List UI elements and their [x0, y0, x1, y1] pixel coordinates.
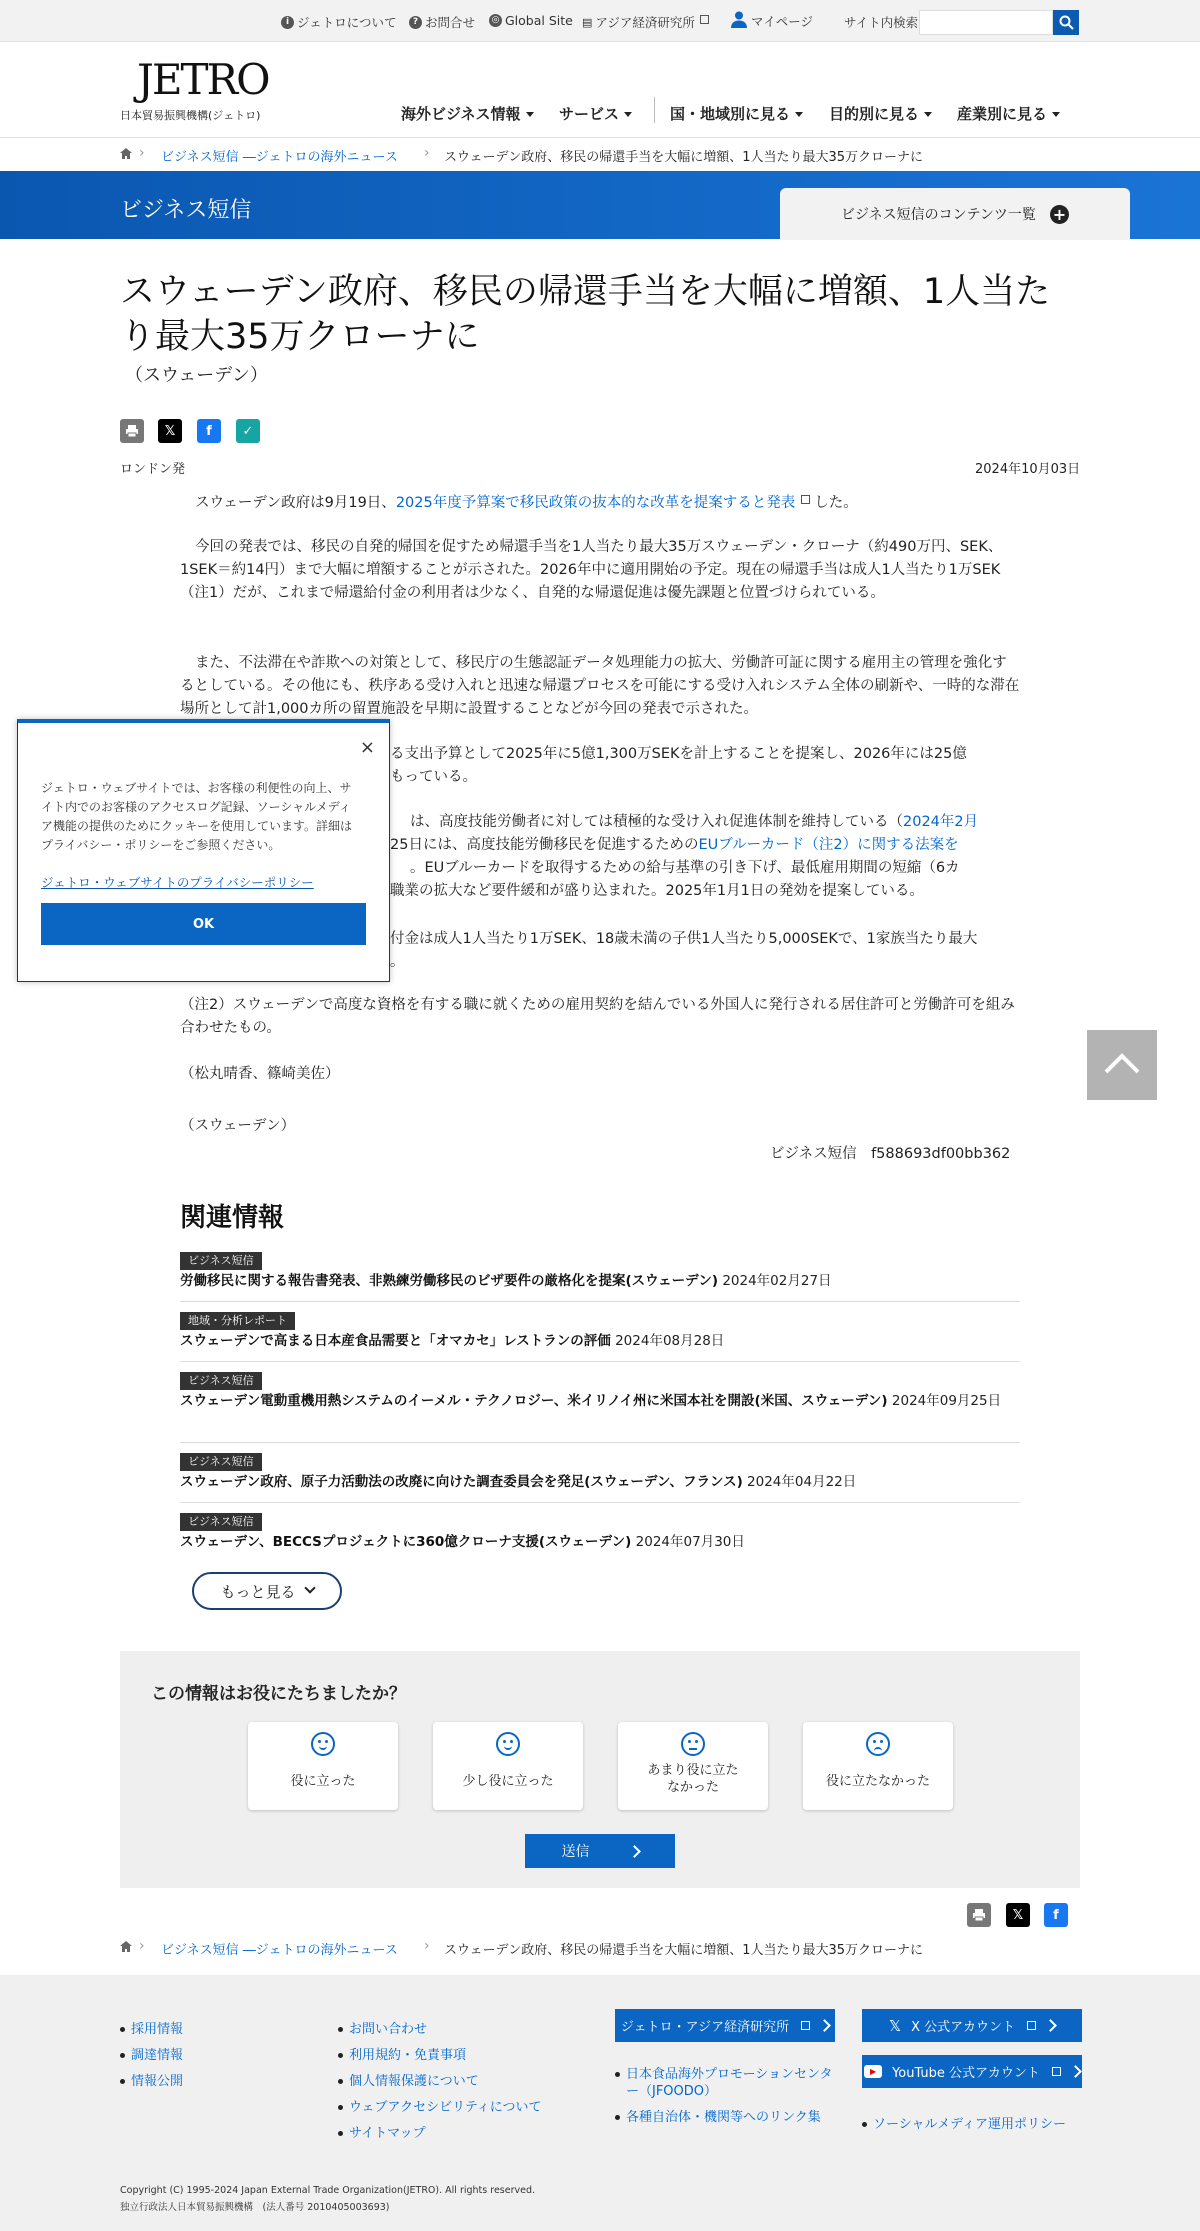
related-tag: ビジネス短信	[180, 1252, 262, 1270]
global-site-link[interactable]: ◎ Global Site	[489, 13, 573, 28]
related-item[interactable]: スウェーデン電動重機用熱システムのイーメル・テクノロジー、米イリノイ州に米国本社を開設(米国、スウェーデン) 2024年09月25日	[180, 1393, 1002, 1409]
send-button[interactable]: 送信	[525, 1834, 675, 1868]
feedback-somewhat-helpful[interactable]: 少し役に立った	[433, 1722, 583, 1810]
paragraph-3: また、不法滞在や詐欺への対策として、移民庁の生態認証データ処理能力の拡大、労働許可証に関する雇用主の管理を強化するとしている。その他にも、秩序ある受け入れと迅速な帰還プロセスを可能にする受け入れシステム全体の刷新や、一時的な滞在場所として計1,000カ所の留置施設を早期に設置することなどが今回の発表で示された。	[180, 655, 1020, 717]
feedback-question: この情報はお役にたちましたか？	[151, 1684, 406, 1704]
x-share-button-bottom[interactable]	[1006, 1903, 1030, 1927]
ide-link[interactable]: ▤ アジア経済研究所	[582, 13, 709, 31]
print-button-bottom[interactable]	[967, 1903, 991, 1927]
facebook-icon: f	[1053, 1907, 1059, 1923]
x-share-button[interactable]	[158, 419, 182, 443]
book-icon: ▤	[582, 15, 593, 29]
chevron-right-icon: ›	[424, 1938, 430, 1954]
authors: （松丸晴香、篠崎美佐）	[180, 1066, 340, 1082]
footer-link-privacy[interactable]: 個人情報保護について	[338, 2070, 479, 2089]
footer-link-disclosure[interactable]: 情報公開	[120, 2070, 183, 2089]
check-icon: ✓	[242, 423, 254, 439]
x-icon: 𝕏	[1012, 1907, 1024, 1923]
divider	[180, 1502, 1020, 1503]
print-icon	[972, 1908, 986, 1922]
user-icon	[730, 10, 748, 28]
nav-by-purpose[interactable]: 目的別に見る	[829, 103, 932, 124]
divider	[180, 1301, 1020, 1302]
nav-overseas-business[interactable]: 海外ビジネス情報	[401, 103, 534, 124]
footer-link-municipalities[interactable]: 各種自治体・機関等へのリンク集	[615, 2106, 821, 2125]
page-title: スウェーデン政府、移民の帰還手当を大幅に増額、1人当たり最大35万クローナに	[120, 272, 1051, 357]
external-link-icon	[1027, 2021, 1036, 2030]
cookie-dialog	[17, 719, 390, 982]
facebook-share-button[interactable]	[197, 419, 221, 443]
privacy-policy-link[interactable]: ジェトロ・ウェブサイトのプライバシーポリシー	[41, 875, 314, 890]
external-link-icon	[700, 15, 709, 24]
breadcrumb-current: スウェーデン政府、移民の帰還手当を大幅に増額、1人当たり最大35万クローナに	[444, 150, 924, 165]
site-search-input[interactable]	[919, 10, 1053, 35]
breadcrumb-bottom	[0, 1931, 1200, 1965]
frown-icon	[866, 1732, 890, 1756]
related-tag: ビジネス短信	[180, 1453, 262, 1471]
divider	[180, 1442, 1020, 1443]
slight-smile-icon	[496, 1732, 520, 1756]
question-icon: ?	[409, 16, 422, 29]
chevron-right-icon: ›	[424, 145, 430, 161]
breadcrumb	[0, 137, 1200, 171]
chevron-up-icon	[1087, 1030, 1157, 1100]
feedback-not-very-helpful[interactable]: あまり役に立た なかった	[618, 1722, 768, 1810]
related-item[interactable]: スウェーデン政府、原子力活動法の改廃に向けた調査委員会を発足(スウェーデン、フランス) 2024年04月22日	[180, 1474, 857, 1490]
chevron-right-icon: ›	[139, 145, 145, 161]
chevron-right-icon	[628, 1845, 641, 1858]
site-search-label: サイト内検索	[844, 15, 919, 30]
home-icon[interactable]	[120, 148, 132, 159]
nav-by-region[interactable]: 国・地域別に見る	[670, 103, 803, 124]
about-link[interactable]: i ジェトロについて	[281, 13, 397, 31]
contact-link[interactable]: ? お問合せ	[409, 13, 475, 31]
footer-link-social-policy[interactable]: ソーシャルメディア運用ポリシー	[862, 2113, 1066, 2132]
paragraph-4: る支出予算として2025年に5億1,300万SEKを計上することを提案し、2026年には25億 もっている。	[390, 746, 967, 785]
smile-icon	[311, 1732, 335, 1756]
utility-bar	[0, 0, 1200, 42]
x-icon: 𝕏	[888, 2016, 902, 2035]
copyright: Copyright (C) 1995-2024 Japan External Trade Organization(JETRO). All rights reserved.	[120, 2185, 536, 2196]
chevron-right-icon: ›	[139, 1938, 145, 1954]
budget-proposal-link[interactable]: 2025年度予算案で移民政策の抜本的な改革を提案すると発表	[395, 495, 796, 511]
footer-link-terms[interactable]: 利用規約・免責事項	[338, 2044, 466, 2063]
article-id: ビジネス短信 f588693df00bb362	[770, 1146, 1011, 1162]
feedback-not-helpful[interactable]: 役に立たなかった	[803, 1722, 953, 1810]
caret-down-icon	[526, 112, 534, 117]
footer-link-recruit[interactable]: 採用情報	[120, 2018, 183, 2037]
article-date: 2024年10月03日	[975, 462, 1081, 477]
paragraph-2: 今回の発表では、移民の自発的帰国を促すため帰還手当を1人当たり最大35万スウェーデン・クローナ（約490万円、SEK、1SEK＝約14円）まで大幅に増額することが示された。2026年中に適用開始の予定。現在の帰還手当は成人1人当たり1万SEK（注1）だが、これまで帰還給付金の利用者は少なく、自発的な帰還促進は優先課題と位置づけられている。	[180, 539, 1003, 601]
caret-down-icon	[924, 112, 932, 117]
print-icon	[125, 424, 139, 438]
x-account-button[interactable]: 𝕏 X 公式アカウント	[862, 2009, 1082, 2042]
paragraph-5: は、高度技能労働者に対しては積極的な受け入れ促進体制を維持している（2024年2月 25日には、高度技能労働移民を促進するためのEUブルーカード（注2）に関する法案を 。EUブルーカードを取得するための給与基準の引き下げ、最低雇用期間の短縮（6カ 職業の拡大など要件緩和が盛り込まれた。2025年1月1日の発効を提案している。	[390, 814, 979, 899]
logo-subtitle: 日本貿易振興機構(ジェトロ)	[120, 109, 261, 122]
chevron-right-icon	[1069, 2065, 1082, 2078]
external-link-icon	[801, 2021, 810, 2030]
nav-by-industry[interactable]: 産業別に見る	[957, 103, 1060, 124]
chevron-right-icon	[1044, 2019, 1057, 2032]
breadcrumb-current: スウェーデン政府、移民の帰還手当を大幅に増額、1人当たり最大35万クローナに	[444, 1943, 924, 1958]
x-icon: 𝕏	[164, 423, 176, 439]
note-2: （注2）スウェーデンで高度な資格を有する職に就くための雇用契約を結んでいる外国人に発行される居住許可と労働許可を組み合わせたもの。	[180, 997, 1015, 1036]
back-to-top-button[interactable]	[1087, 1030, 1157, 1100]
bookmark-button[interactable]	[236, 419, 260, 443]
home-icon[interactable]	[120, 1941, 132, 1952]
breadcrumb-section[interactable]: ビジネス短信 ―ジェトロの海外ニュース	[161, 1943, 398, 1958]
corporate-number: 独立行政法人日本貿易振興機構 (法人番号 2010405003693)	[120, 2202, 390, 2213]
cookie-ok-button[interactable]: OK	[41, 903, 366, 945]
ide-button[interactable]: ジェトロ・アジア経済研究所	[615, 2009, 835, 2042]
facebook-share-button-bottom[interactable]	[1044, 1903, 1068, 1927]
chevron-down-icon	[304, 1582, 315, 1593]
footer-link-jfoodo[interactable]: 日本食品海外プロモーションセンタ ー（JFOODO）	[615, 2066, 832, 2100]
footer-link-sitemap[interactable]: サイトマップ	[338, 2122, 426, 2141]
show-more-button[interactable]: もっと見る	[192, 1572, 342, 1610]
feb-2024-link[interactable]: 2024年2月	[903, 814, 979, 830]
caret-down-icon	[1052, 112, 1060, 117]
contents-list-tab[interactable]: ビジネス短信のコンテンツ一覧 +	[780, 188, 1130, 240]
paragraph-1: スウェーデン政府は9月19日、2025年度予算案で移民政策の抜本的な改革を提案すると発表 した。	[195, 495, 858, 511]
nav-services[interactable]: サービス	[559, 103, 632, 124]
footer-link-procurement[interactable]: 調達情報	[120, 2044, 183, 2063]
mypage-link[interactable]: マイページ	[730, 10, 813, 28]
neutral-face-icon	[681, 1732, 705, 1756]
search-button[interactable]	[1053, 10, 1079, 35]
chevron-right-icon	[818, 2019, 831, 2032]
footer-link-contact[interactable]: お問い合わせ	[338, 2018, 427, 2037]
plus-icon: +	[1050, 205, 1069, 224]
note-1: 付金は成人1人当たり1万SEK、18歳未満の子供1人当たり5,000SEKで、1家族当たり最大 。	[390, 931, 978, 970]
external-link-icon	[1052, 2067, 1061, 2076]
related-heading: 関連情報	[180, 1203, 285, 1233]
facebook-icon: f	[206, 423, 212, 439]
eu-blue-card-link[interactable]: EUブルーカード（注2）に関する法案を	[698, 837, 959, 853]
external-link-icon	[801, 495, 810, 504]
feedback-helpful[interactable]: 役に立った	[248, 1722, 398, 1810]
info-icon: i	[281, 16, 294, 29]
article-country-footer: （スウェーデン）	[180, 1118, 296, 1134]
divider	[180, 1361, 1020, 1362]
jetro-logo[interactable]: JETRO	[137, 55, 269, 104]
caret-down-icon	[624, 112, 632, 117]
related-item[interactable]: 労働移民に関する報告書発表、非熟練労働移民のビザ要件の厳格化を提案(スウェーデン) 2024年02月27日	[180, 1273, 832, 1289]
print-button[interactable]	[120, 419, 144, 443]
footer-link-accessibility[interactable]: ウェブアクセシビリティについて	[338, 2096, 542, 2115]
globe-icon: ◎	[489, 14, 502, 27]
article-location: ロンドン発	[120, 462, 186, 477]
related-item[interactable]: スウェーデン、BECCSプロジェクトに360億クローナ支援(スウェーデン) 2024年07月30日	[180, 1534, 745, 1550]
close-icon[interactable]: ×	[359, 737, 375, 758]
title-country: （スウェーデン）	[125, 365, 268, 386]
related-tag: 地域・分析レポート	[180, 1312, 295, 1330]
related-tag: ビジネス短信	[180, 1372, 262, 1390]
nav-divider	[654, 97, 655, 123]
youtube-account-button[interactable]: ▶ YouTube 公式アカウント	[862, 2055, 1082, 2088]
related-item[interactable]: スウェーデンで高まる日本産食品需要と「オマカセ」レストランの評価 2024年08月28日	[180, 1333, 725, 1349]
breadcrumb-section[interactable]: ビジネス短信 ―ジェトロの海外ニュース	[161, 150, 398, 165]
youtube-icon: ▶	[864, 2065, 882, 2078]
cookie-text: ジェトロ・ウェブサイトでは、お客様の利便性の向上、サイト内でのお客様のアクセスログ記録、ソーシャルメディア機能の提供のためにクッキーを使用しています。詳細はプライバシー・ポリシーをご参照ください。	[41, 781, 353, 852]
banner-title: ビジネス短信	[120, 198, 252, 223]
related-tag: ビジネス短信	[180, 1513, 262, 1531]
caret-down-icon	[795, 112, 803, 117]
search-icon	[1059, 15, 1074, 30]
